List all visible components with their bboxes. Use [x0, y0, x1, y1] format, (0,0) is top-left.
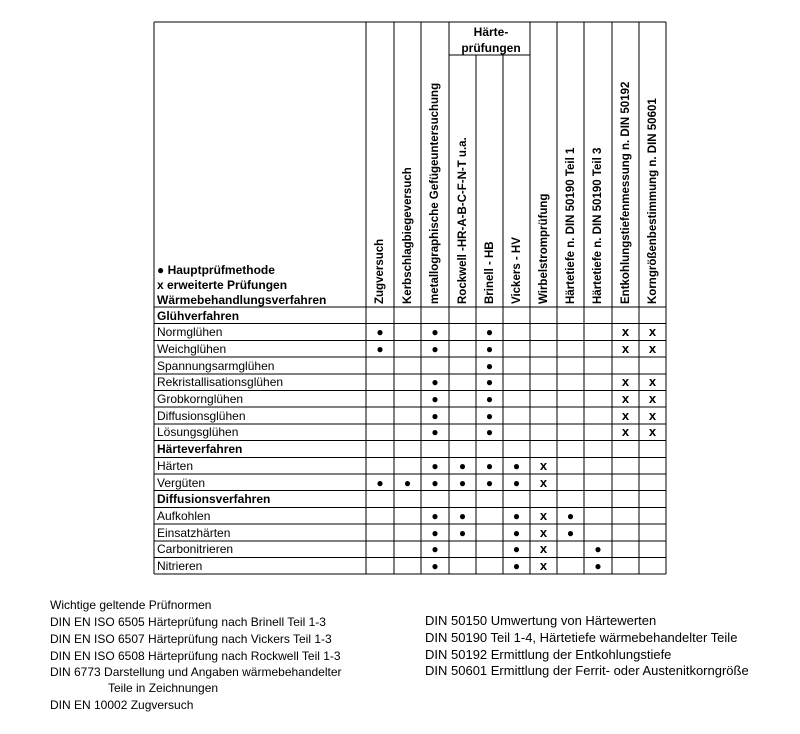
- extended-test-mark: x: [621, 391, 630, 406]
- main-method-mark: ●: [376, 325, 384, 340]
- extended-test-mark: x: [621, 407, 630, 423]
- main-method-mark: ●: [512, 458, 521, 473]
- main-method-mark: ●: [431, 408, 439, 423]
- note-iso-6505: DIN EN ISO 6505 Härteprüfung nach Brinell Teil 1-3: [50, 615, 326, 629]
- main-method-mark: ●: [512, 542, 521, 557]
- extended-test-mark: x: [539, 457, 548, 473]
- main-method-mark: ●: [485, 325, 494, 340]
- note-din-50192: DIN 50192 Ermittlung der Entkohlungstiefe: [425, 647, 672, 662]
- process-label: Weichglühen: [157, 341, 227, 356]
- main-method-mark: ●: [485, 392, 494, 406]
- legend-main-method: ● Hauptprüfmethode: [157, 263, 275, 277]
- main-method-mark: ●: [431, 375, 439, 390]
- column-header: Korngrößenbestimmung n. DIN 50601: [646, 98, 659, 304]
- process-label: Normglühen: [157, 325, 223, 340]
- legend-process-heading: Wärmebehandlungsverfahren: [157, 293, 327, 307]
- process-label: Vergüten: [157, 475, 206, 490]
- extended-test-mark: x: [539, 474, 548, 490]
- extended-test-mark: x: [648, 374, 657, 390]
- extended-test-mark: x: [539, 524, 548, 540]
- main-method-mark: ●: [431, 508, 439, 523]
- process-label: Diffusionsglühen: [157, 408, 246, 423]
- column-header: Brinell - HB: [483, 241, 496, 304]
- process-label: Nitrieren: [157, 559, 203, 573]
- process-label: Einsatzhärten: [157, 525, 231, 540]
- note-din-50150: DIN 50150 Umwertung von Härtewerten: [425, 613, 657, 628]
- extended-test-mark: x: [648, 407, 657, 423]
- main-method-mark: ●: [594, 542, 602, 557]
- note-din-50190: DIN 50190 Teil 1-4, Härtetiefe wärmebehandelter Teile: [425, 630, 738, 645]
- main-method-mark: ●: [376, 341, 384, 356]
- main-method-mark: ●: [512, 559, 521, 573]
- process-label: Aufkohlen: [157, 508, 211, 523]
- main-method-mark: ●: [458, 508, 467, 523]
- main-method-mark: ●: [485, 458, 494, 473]
- extended-test-mark: x: [648, 391, 657, 406]
- process-label: Grobkornglühen: [157, 392, 244, 406]
- main-method-mark: ●: [566, 525, 575, 540]
- extended-test-mark: x: [648, 424, 657, 440]
- extended-test-mark: x: [621, 424, 630, 440]
- main-method-mark: ●: [512, 475, 521, 490]
- main-method-mark: ●: [512, 508, 521, 523]
- note-din-50601: DIN 50601 Ermittlung der Ferrit- oder Austenitkorngröße: [425, 663, 749, 678]
- section-heading: Härteverfahren: [157, 442, 243, 457]
- main-method-mark: ●: [458, 475, 467, 490]
- process-label: Rekristallisationsglühen: [157, 375, 284, 390]
- column-header: Vickers - HV: [510, 237, 523, 304]
- section-heading: Glühverfahren: [157, 308, 240, 323]
- note-iso-6507: DIN EN ISO 6507 Härteprüfung nach Vickers Teil 1-3: [50, 632, 332, 646]
- extended-test-mark: x: [539, 541, 548, 557]
- extended-test-mark: x: [621, 340, 630, 356]
- main-method-mark: ●: [431, 425, 439, 440]
- main-method-mark: ●: [485, 425, 494, 440]
- hardness-group-line-1: Härte-: [473, 25, 509, 39]
- section-heading: Diffusionsverfahren: [157, 492, 271, 507]
- column-header: Rockwell -HR-A-B-C-F-N-T u.a.: [456, 137, 469, 304]
- extended-test-mark: x: [648, 324, 657, 340]
- hardness-group-line-2: prüfungen: [461, 41, 521, 55]
- main-method-mark: ●: [485, 375, 494, 390]
- process-label: Carbonitrieren: [157, 542, 234, 557]
- main-method-mark: ●: [431, 392, 439, 406]
- main-method-mark: ●: [431, 525, 439, 540]
- note-iso-6508: DIN EN ISO 6508 Härteprüfung nach Rockwell Teil 1-3: [50, 649, 341, 663]
- column-header: Kerbschlagbiegeversuch: [401, 167, 414, 304]
- main-method-mark: ●: [431, 325, 439, 340]
- extended-test-mark: x: [539, 507, 548, 523]
- main-method-mark: ●: [431, 458, 439, 473]
- main-method-mark: ●: [403, 475, 412, 490]
- hardness-group-header: [452, 24, 530, 56]
- column-header: Härtetiefe n. DIN 50190 Teil 3: [592, 147, 604, 304]
- column-header: Wirbelstromprüfung: [537, 193, 550, 304]
- main-method-mark: ●: [485, 358, 494, 373]
- main-method-mark: ●: [431, 341, 439, 356]
- main-method-mark: ●: [566, 508, 575, 523]
- column-header: Zugversuch: [374, 238, 386, 304]
- legend-extended-tests: x erweiterte Prüfungen: [157, 278, 288, 292]
- main-method-mark: ●: [512, 525, 521, 540]
- extended-test-mark: x: [621, 374, 630, 390]
- main-method-mark: ●: [376, 475, 384, 490]
- main-method-mark: ●: [485, 408, 494, 423]
- main-method-mark: ●: [431, 559, 439, 573]
- notes-title: Wichtige geltende Prüfnormen: [50, 598, 212, 612]
- main-method-mark: ●: [431, 542, 439, 557]
- column-header: Entkohlungstiefenmessung n. DIN 50192: [619, 81, 632, 304]
- extended-test-mark: x: [648, 340, 657, 356]
- main-method-mark: ●: [431, 475, 439, 490]
- note-din-6773-cont: Teile in Zeichnungen: [108, 681, 219, 695]
- process-label: Spannungsarmglühen: [157, 358, 275, 373]
- main-method-mark: ●: [485, 341, 494, 356]
- note-din-6773: DIN 6773 Darstellung und Angaben wärmebehandelter: [50, 665, 342, 679]
- process-label: Lösungsglühen: [157, 425, 239, 440]
- main-method-mark: ●: [485, 475, 494, 490]
- main-method-mark: ●: [458, 458, 467, 473]
- process-label: Härten: [157, 458, 194, 473]
- extended-test-mark: x: [539, 558, 548, 573]
- main-method-mark: ●: [594, 559, 602, 573]
- note-en-10002: DIN EN 10002 Zugversuch: [50, 698, 194, 712]
- extended-test-mark: x: [621, 324, 630, 340]
- main-method-mark: ●: [458, 525, 467, 540]
- column-header: Härtetiefe n. DIN 50190 Teil 1: [564, 147, 577, 304]
- column-header: metallographische Gefügeuntersuchung: [429, 82, 441, 304]
